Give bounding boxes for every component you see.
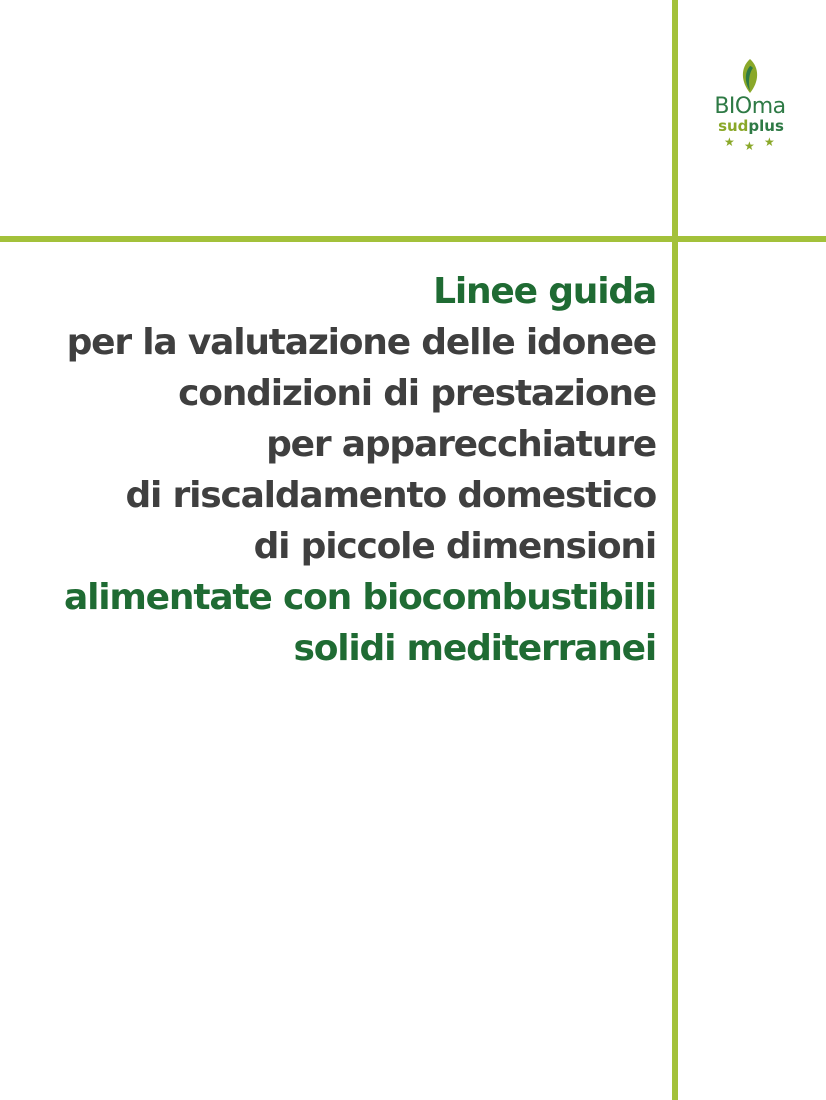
title-line-8: solidi mediterranei [293,628,656,669]
logo-name-main: BIOma [714,94,786,119]
title-line-7: alimentate con biocombustibili [63,577,656,618]
document-title [16,266,656,674]
star-icon: ★ [724,135,735,149]
vertical-divider [672,0,678,1100]
title-line-4: per apparecchiature [266,424,656,465]
title-line-5: di riscaldamento domestico [125,475,656,516]
logo-name-sud: sud [718,117,749,135]
star-icon: ★ [744,139,755,153]
leaf-flame-icon [736,58,764,94]
title-line-1: Linee guida [433,271,656,312]
bioma-sudplus-logo [700,58,800,170]
logo-name-plus: plus [748,117,784,135]
logo-stars [700,136,800,156]
title-line-3: condizioni di prestazione [178,373,656,414]
horizontal-divider [0,236,826,242]
logo-name-sub [702,118,800,134]
title-line-2: per la valutazione delle idonee [66,322,656,363]
star-icon: ★ [764,135,775,149]
title-line-6: di piccole dimensioni [253,526,656,567]
